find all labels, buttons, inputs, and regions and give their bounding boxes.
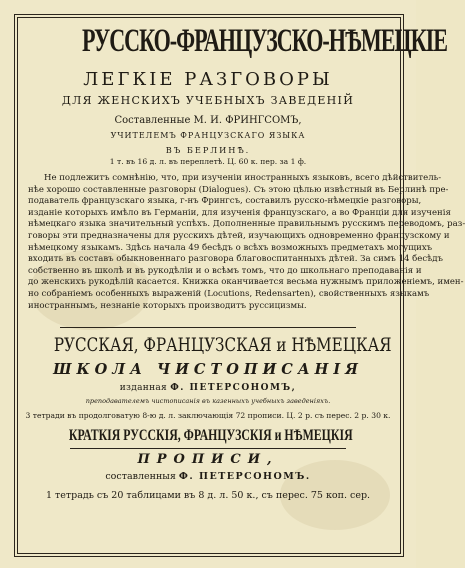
paragraph-line: нѣмецкому языкамъ. Здѣсь начала 49 бесѣдъ о всѣхъ возможныхъ предметахъ могущихъ: [28, 242, 433, 253]
book-audience: ДЛЯ ЖЕНСКИХЪ УЧЕБНЫХЪ ЗАВЕДЕНIЙ: [61, 94, 355, 107]
paragraph-line: подаватель французскаго языка, г-нъ Фрингсъ, составилъ русско-нѣмецкiе разговоры,: [28, 196, 422, 207]
book-title: ЛЕГКIЕ РАЗГОВОРЫ: [83, 69, 333, 90]
paragraph-line: но собранiемъ особенныхъ выраженiй (Locutions, Redensarten), свойственныхъ языкамъ: [28, 288, 430, 299]
section3-price: 1 тетрадь съ 20 таблицами въ 8 д. л. 50 к., съ перес. 75 коп. сер.: [45, 490, 371, 501]
compiled-by: Составленные М. И. ФРИНГСОМЪ,: [114, 115, 302, 126]
paragraph-line: нѣмецкаго языка значительный успѣхъ. Дополненные правильнымъ русскимъ переводомъ, раз-: [28, 219, 465, 230]
section-divider: [60, 327, 356, 328]
author-role: УЧИТЕЛЕМЪ ФРАНЦУЗСКАГО ЯЗЫКА: [110, 131, 306, 140]
compiled-name: Ф. ПЕТЕРСОНОМЪ.: [178, 471, 311, 482]
section2-title: РУССКАЯ, ФРАНЦУЗСКАЯ и НѢМЕЦКАЯ: [53, 335, 392, 356]
compiled-prefix: составленныя: [105, 471, 176, 482]
publisher-name: Ф. ПЕТЕРСОНОМЪ,: [170, 383, 297, 393]
paragraph-line: входить въ составъ обыкновеннаго разговора благовоспитанныхъ дѣтей. За симъ 14 бесѣдъ: [28, 254, 443, 265]
publisher-prefix: изданная: [119, 383, 168, 393]
paragraph-line: иностраннымъ, незнанiе которыхъ производитъ руссицизмы.: [28, 300, 307, 311]
section2-publisher: [20, 383, 396, 393]
main-title: РУССКО-ФРАНЦУЗСКО-НѢМЕЦКIЕ: [82, 23, 448, 59]
section3-subtitle: ПРОПИСИ,: [137, 452, 279, 467]
price-line: 1 т. въ 16 д. л. въ переплетѣ. Ц. 60 к. пер. за 1 ф.: [109, 157, 307, 166]
paragraph-line: до женскихъ рукодѣлiй касается. Книжка оканчивается весьма нужнымъ приложенiемъ, имен-: [28, 277, 464, 288]
paragraph-line: собственно въ школѣ и въ рукодѣлiи и о всѣмъ томъ, что до школьнаго преподаванiя и: [28, 265, 422, 276]
description-paragraph: [28, 173, 465, 312]
paragraph-line: изданiе которыхъ имѣло въ Германiи, для изученiя французскаго, а во Францiи для изученiя: [28, 207, 451, 218]
section2-role: преподавателемъ чистописанiя въ казенныхъ учебныхъ заведенiяхъ.: [85, 397, 331, 405]
paragraph-line: говоры эти предназначены для русскихъ дѣтей, изучающихъ одновременно французскому и: [28, 230, 450, 241]
paragraph-line: Не подлежитъ сомнѣнiю, что, при изученiи иностранныхъ языковъ, всего дѣйствитель-: [44, 173, 442, 183]
section-divider: [70, 448, 346, 449]
paragraph-line: нѣе хорошо составленные разговоры (Dialogues). Съ этою цѣлью извѣстный въ Берлинѣ пре-: [28, 184, 449, 195]
author-city: ВЪ БЕРЛИНѢ.: [165, 145, 251, 155]
section2-subtitle: ШКОЛА ЧИСТОПИСАНIЯ: [53, 361, 363, 378]
section3-compiled: [20, 471, 396, 482]
section3-title: КРАТКIЯ РУССКIЯ, ФРАНЦУЗСКIЯ и НѢМЕЦКIЯ: [68, 427, 353, 444]
section2-price: 3 тетради въ продолговатую 8-ю д. л. заключающiя 72 прописи. Ц. 2 р. съ перес. 2 р. 30 к.: [25, 411, 391, 420]
